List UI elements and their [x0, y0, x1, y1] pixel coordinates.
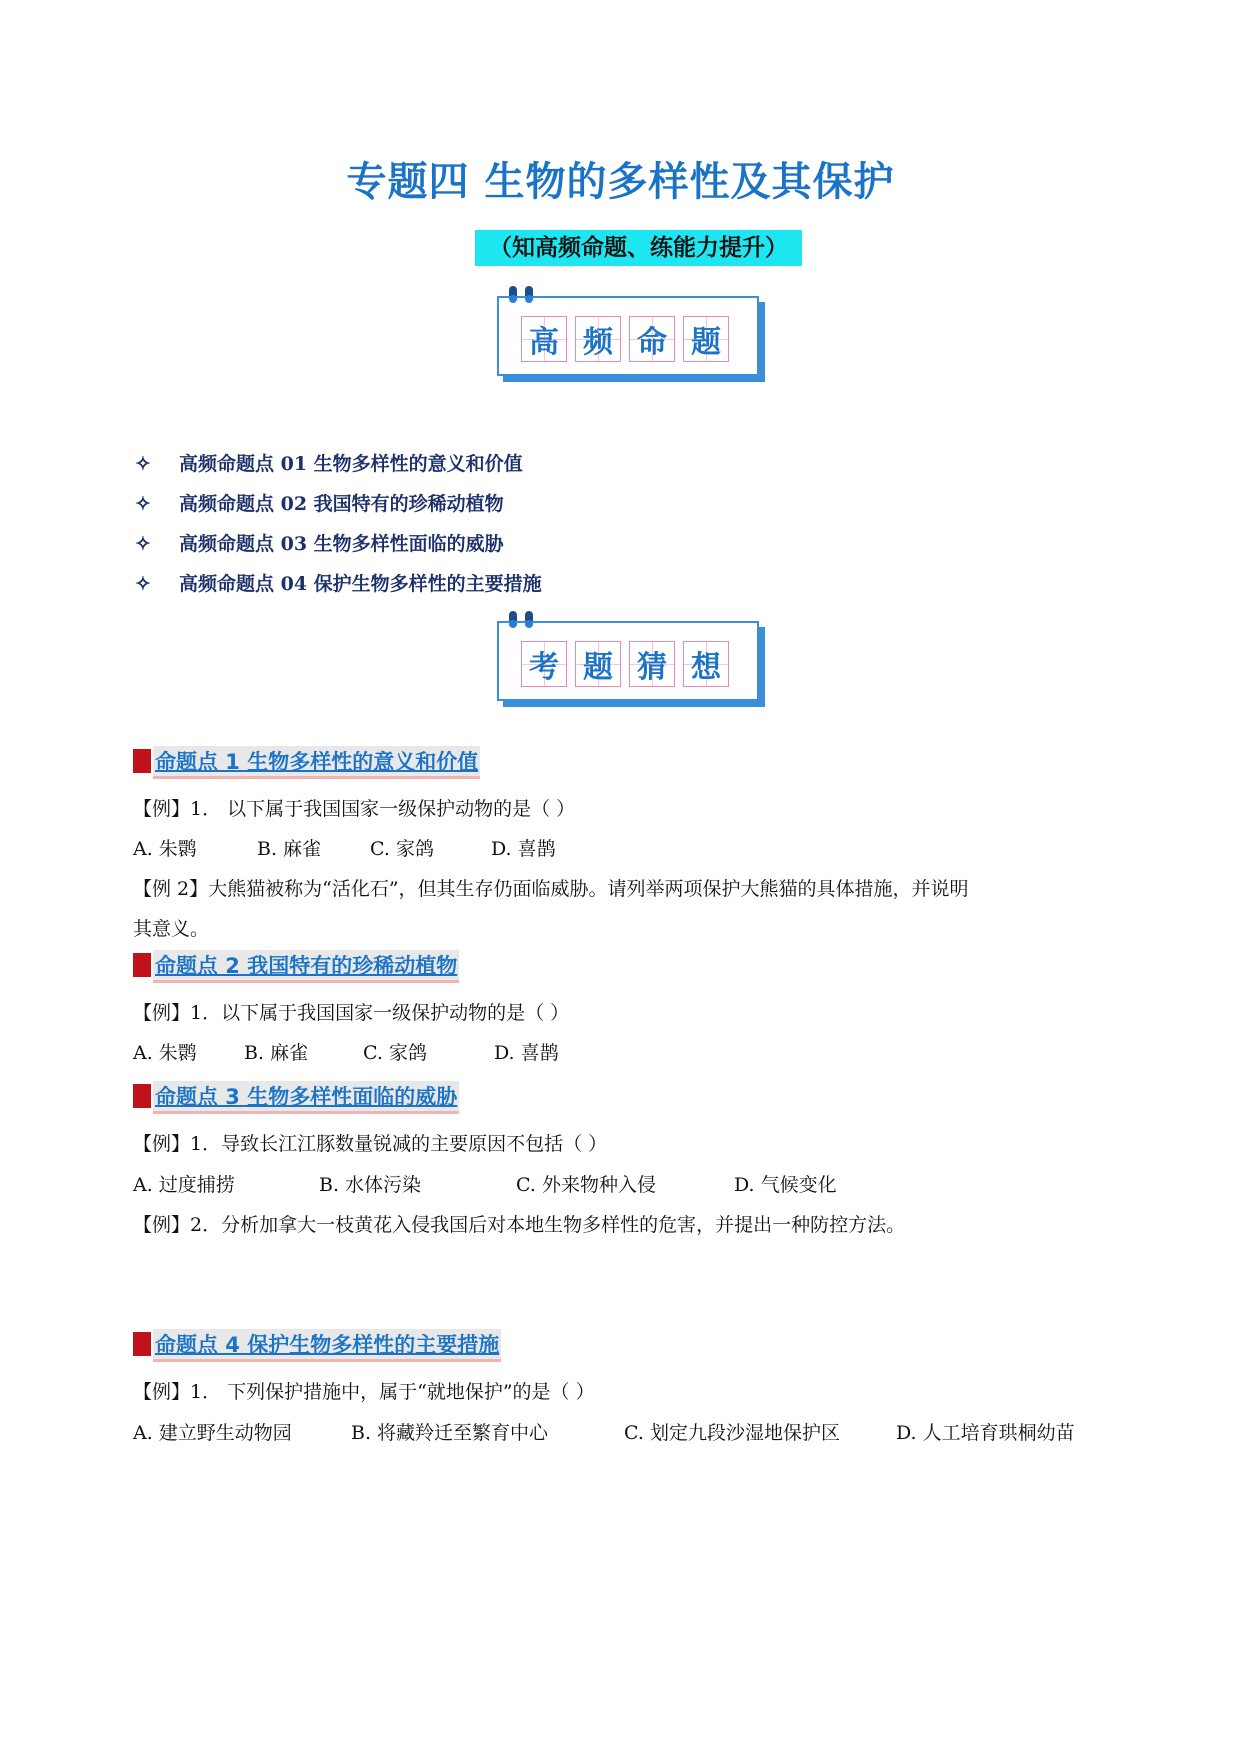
- banner-exam-prediction: [497, 621, 767, 709]
- option: C. 划定九段沙湿地保护区: [624, 1422, 840, 1444]
- answer-options: [133, 1418, 1133, 1444]
- red-square-marker-icon: [133, 953, 151, 977]
- option: D. 喜鹊: [494, 1042, 559, 1064]
- binder-ring-icon: [509, 286, 517, 306]
- answer-options: [133, 1038, 733, 1064]
- option: A. 建立野生动物园: [133, 1422, 292, 1444]
- question-text: 【例 2】大熊猫被称为“活化石”，但其生存仍面临威胁。请列举两项保护大熊猫的具体措施，并说明: [133, 878, 969, 900]
- bullet-item: ✧ 高频命题点 01 生物多样性的意义和价值: [135, 453, 523, 475]
- section-heading: 命题点 2 我国特有的珍稀动植物: [133, 950, 459, 980]
- answer-options: [133, 834, 733, 860]
- option: C. 外来物种入侵: [516, 1174, 656, 1196]
- red-square-marker-icon: [133, 1332, 151, 1356]
- banner-char: 题: [575, 641, 621, 687]
- question-text: 其意义。: [133, 918, 210, 940]
- banner-char: 命: [629, 316, 675, 362]
- binder-ring-icon: [525, 611, 533, 631]
- option: C. 家鸽: [363, 1042, 427, 1064]
- question-text: 【例】1． 下列保护措施中，属于“就地保护”的是（ ）: [133, 1381, 595, 1403]
- bullet-item: ✧ 高频命题点 02 我国特有的珍稀动植物: [135, 493, 504, 515]
- bullet-item: ✧ 高频命题点 03 生物多样性面临的威胁: [135, 533, 504, 555]
- banner-char: 高: [521, 316, 567, 362]
- red-square-marker-icon: [133, 1084, 151, 1108]
- banner-char: 猜: [629, 641, 675, 687]
- question-text: 【例】1．导致长江江豚数量锐减的主要原因不包括（ ）: [133, 1133, 608, 1155]
- option: A. 朱鹮: [133, 838, 197, 860]
- option: B. 麻雀: [257, 838, 322, 860]
- banner-char: 考: [521, 641, 567, 687]
- banner-high-frequency: [497, 296, 767, 384]
- banner-char: 题: [683, 316, 729, 362]
- binder-ring-icon: [509, 611, 517, 631]
- diamond-bullet-icon: ✧: [135, 493, 151, 515]
- option: B. 将藏羚迁至繁育中心: [351, 1422, 549, 1444]
- option: D. 人工培育珙桐幼苗: [896, 1422, 1075, 1444]
- question-text: 【例】1． 以下属于我国国家一级保护动物的是（ ）: [133, 798, 576, 820]
- binder-ring-icon: [525, 286, 533, 306]
- page-title: 专题四 生物的多样性及其保护: [346, 159, 895, 205]
- answer-options: [133, 1170, 933, 1196]
- section-heading: 命题点 3 生物多样性面临的威胁: [133, 1081, 459, 1111]
- question-text: 【例】2．分析加拿大一枝黄花入侵我国后对本地生物多样性的危害，并提出一种防控方法。: [133, 1214, 906, 1236]
- option: D. 气候变化: [734, 1174, 837, 1196]
- red-square-marker-icon: [133, 749, 151, 773]
- banner-char: 频: [575, 316, 621, 362]
- section-heading: 命题点 1 生物多样性的意义和价值: [133, 746, 480, 776]
- option: C. 家鸽: [370, 838, 434, 860]
- option: A. 过度捕捞: [133, 1174, 235, 1196]
- diamond-bullet-icon: ✧: [135, 533, 151, 555]
- page-subtitle: （知高频命题、练能力提升）: [475, 230, 802, 266]
- option: D. 喜鹊: [491, 838, 556, 860]
- diamond-bullet-icon: ✧: [135, 573, 151, 595]
- banner-char: 想: [683, 641, 729, 687]
- bullet-item: ✧ 高频命题点 04 保护生物多样性的主要措施: [135, 573, 542, 595]
- diamond-bullet-icon: ✧: [135, 453, 151, 475]
- section-heading: 命题点 4 保护生物多样性的主要措施: [133, 1329, 501, 1359]
- question-text: 【例】1．以下属于我国国家一级保护动物的是（ ）: [133, 1002, 570, 1024]
- option: A. 朱鹮: [133, 1042, 197, 1064]
- option: B. 水体污染: [319, 1174, 422, 1196]
- option: B. 麻雀: [244, 1042, 309, 1064]
